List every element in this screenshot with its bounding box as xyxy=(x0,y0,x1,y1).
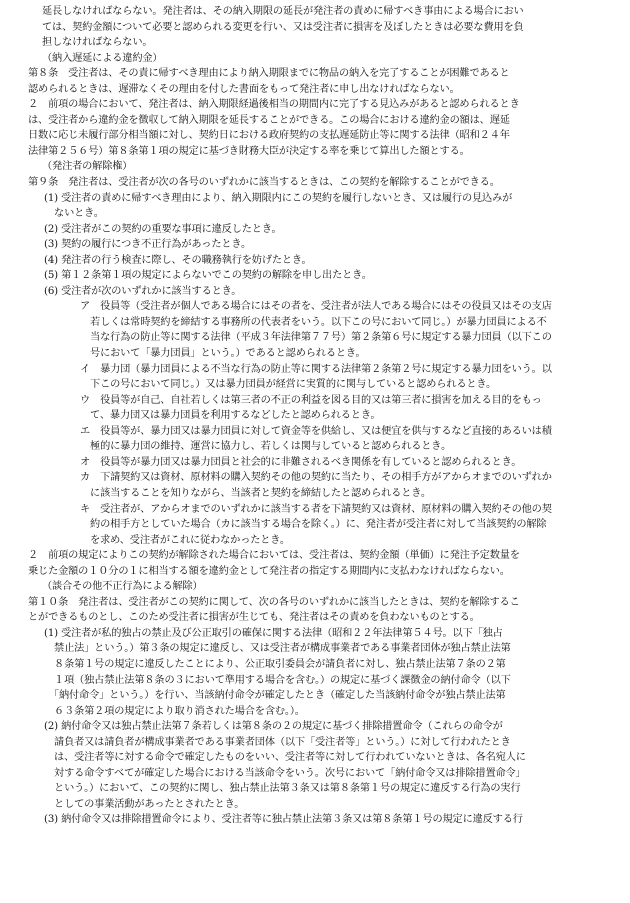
text-line: (3) 契約の履行につき不正行為があったとき。 xyxy=(44,239,252,251)
text-line: (1) 受注者が私的独占の禁止及び公正取引の確保に関する法律（昭和２２年法律第５４号。以下「独占 xyxy=(44,627,503,639)
text-line: 号において「暴力団員」という。）であると認められるとき。 xyxy=(80,348,366,360)
text-line: 乗じた金額の１０分の１に相当する額を違約金として発注者の指定する期間内に支払わなければならない。 xyxy=(28,565,510,577)
text-line: カ 下請契約又は資材、原材料の購入契約その他の契約に当たり、その相手方がアからオまでのいずれか xyxy=(80,472,552,484)
paragraph xyxy=(28,299,616,361)
paragraph xyxy=(28,626,616,719)
text-line: ２ 前項の規定によりこの契約が解除された場合においては、受注者は、契約金額（単価）に発注予定数量を xyxy=(28,550,520,562)
text-line: ては、契約金額について必要と認められる変更を行い、又は受注者に損害を及ぼしたときは必要な費用を負 xyxy=(42,21,524,33)
text-line: ８条第１号の規定に違反したことにより、公正取引委員会が請負者に対し、独占禁止法第７条の２第 xyxy=(44,658,506,670)
paragraph xyxy=(28,393,616,424)
text-line: 担しなければならない。 xyxy=(42,37,153,49)
paragraph xyxy=(28,812,616,828)
text-line: (6) 受注者が次のいずれかに該当するとき。 xyxy=(44,285,242,297)
paragraph xyxy=(28,237,616,253)
paragraph xyxy=(28,424,616,455)
text-line: 日数に応じ未履行部分相当額に対し、契約日における政府契約の支払遅延防止等に関する法律（昭和２４年 xyxy=(28,130,510,142)
text-line: ６３条第２項の規定により取り消された場合を含む。）。 xyxy=(44,705,305,717)
paragraph xyxy=(28,51,616,67)
text-line: （談合その他不正行為による解除） xyxy=(42,581,203,593)
text-line: エ 役員等が、暴力団又は暴力団員に対して資金等を供給し、又は便宜を供与するなど直接的あるいは積 xyxy=(80,425,552,437)
text-line: オ 役員等が暴力団又は暴力団員と社会的に非難されるべき関係を有していると認められるとき。 xyxy=(80,456,522,468)
text-line: （発注者の解除権） xyxy=(42,161,133,173)
text-line: 対する命令すべてが確定した場合における当該命令をいう。次号において「納付命令又は排除措置命令」 xyxy=(44,767,526,779)
text-line: 禁止法」という。）第３条の規定に違反し、又は受注者が構成事業者である事業者団体が独占禁止法第 xyxy=(44,643,511,655)
text-line: (5) 第１２条第１項の規定によらないでこの契約の解除を申し出たとき。 xyxy=(44,270,372,282)
text-line: て、暴力団又は暴力団員を利用するなどしたと認められるとき。 xyxy=(80,410,381,422)
paragraph xyxy=(28,191,616,222)
text-line: キ 受注者が、アからオまでのいずれかに該当する者を下請契約又は資材、原材料の購入契約その他の契 xyxy=(80,503,552,515)
paragraph xyxy=(28,362,616,393)
text-line: ア 役員等（受注者が個人である場合にはその者を、受注者が法人である場合にはその役員又はその支店 xyxy=(80,301,552,313)
text-line: は、受注者から違約金を徴収して納入期限を延長することができる。この場合における違約金の額は、遅延 xyxy=(28,114,510,126)
text-line: という。）において、この契約に関し、独占禁止法第３条又は第８条第１号の規定に違反する行為の実行 xyxy=(44,783,521,795)
text-line: を求め、受注者がこれに従わなかったとき。 xyxy=(80,534,290,546)
text-line: 請負者又は請負者が構成事業者である事業者団体（以下「受注者等」という。）に対して行われたとき xyxy=(44,736,511,748)
text-line: ないとき。 xyxy=(44,208,104,220)
text-line: とができるものとし、このため受注者に損害が生じても、発注者はその責めを負わないものとする。 xyxy=(28,612,480,624)
text-line: としての事業活動があったとされたとき。 xyxy=(44,798,245,810)
paragraph xyxy=(28,719,616,812)
text-line: 延長しなければならない。発注者は、その納入期限の延長が発注者の責めに帰すべき事由による場合におい xyxy=(42,6,524,17)
text-line: 第８条 受注者は、その責に帰すべき理由により納入期限までに物品の納入を完了することが困難であると xyxy=(28,68,510,80)
text-line: 「納付命令」という。）を行い、当該納付命令が確定したとき（確定した当該納付命令が独占禁止法第 xyxy=(44,690,506,702)
text-line: 下この号において同じ。）又は暴力団員が経営に実質的に関与していると認められるとき。 xyxy=(80,379,497,391)
text-line: (4) 発注者の行う検査に際し、その職務執行を妨げたとき。 xyxy=(44,254,312,266)
paragraph xyxy=(28,455,616,471)
paragraph xyxy=(28,222,616,238)
text-line: 認められるときは、遅滞なくその理由を付した書面をもって発注者に申し出なければならない。 xyxy=(28,83,460,95)
text-line: (1) 受注者の責めに帰すべき理由により、納入期限内にこの契約を履行しないとき、又は履行の見込みが xyxy=(44,192,513,204)
paragraph xyxy=(28,4,616,51)
text-line: 若しくは常時契約を締結する事務所の代表者をいう。以下この号において同じ。）が暴力団員による不 xyxy=(80,316,547,328)
text-line: （納入遅延による違約金） xyxy=(42,52,163,64)
paragraph xyxy=(28,470,616,501)
text-line: 第９条 発注者は、受注者が次の各号のいずれかに該当するときは、この契約を解除することができる。 xyxy=(28,177,500,189)
text-line: (3) 納付命令又は排除措置命令により、受注者等に独占禁止法第３条又は第８条第１号の規定に違反する行 xyxy=(44,814,523,826)
text-line: 当な行為の防止等に関する法律（平成３年法律第７７号）第２条第６号に規定する暴力団員（以下この xyxy=(80,332,552,344)
paragraph xyxy=(28,175,616,191)
paragraph xyxy=(28,66,616,97)
paragraph xyxy=(28,159,616,175)
paragraph xyxy=(28,253,616,269)
text-line: (2) 納付命令又は独占禁止法第７条若しくは第８条の２の規定に基づく排除措置命令（これらの命令が xyxy=(44,721,503,733)
text-line: に該当することを知りながら、当該者と契約を締結したと認められるとき。 xyxy=(80,487,431,499)
paragraph xyxy=(28,548,616,579)
paragraph xyxy=(28,502,616,549)
paragraph xyxy=(28,268,616,284)
text-line: 極的に暴力団の維持、運営に協力し、若しくは関与していると認められるとき。 xyxy=(80,441,451,453)
text-line: (2) 受注者がこの契約の重要な事項に違反したとき。 xyxy=(44,223,282,235)
paragraph xyxy=(28,579,616,595)
text-line: 法律第２５６号）第８条第１項の規定に基づき財務大臣が決定する率を乗じて算出した額とする。 xyxy=(28,145,470,157)
text-line: 約の相手方としていた場合（カに該当する場合を除く。）に、発注者が受注者に対して当該契約の解除 xyxy=(80,519,547,531)
text-line: イ 暴力団（暴力団員による不当な行為の防止等に関する法律第２条第２号に規定する暴力団をいう。以 xyxy=(80,363,552,375)
text-line: １項（独占禁止法第８条の３において準用する場合を含む。）の規定に基づく課徴金の納付命令（以下 xyxy=(44,674,511,686)
text-line: ウ 役員等が自己、自社若しくは第三者の不正の利益を図る目的又は第三者に損害を加える目的をもっ xyxy=(80,394,542,406)
text-line: は、受注者等に対する命令で確定したものをいい、受注者等に対して行われていないときは、各名宛人に xyxy=(44,752,526,764)
paragraph xyxy=(28,595,616,626)
text-line: ２ 前項の場合において、発注者は、納入期限経過後相当の期間内に完了する見込みがあると認められるとき xyxy=(28,99,520,111)
paragraph xyxy=(28,284,616,300)
paragraph xyxy=(28,97,616,159)
text-line: 第１０条 発注者は、受注者がこの契約に関して、次の各号のいずれかに該当したときは、契約を解除するこ xyxy=(28,596,520,608)
